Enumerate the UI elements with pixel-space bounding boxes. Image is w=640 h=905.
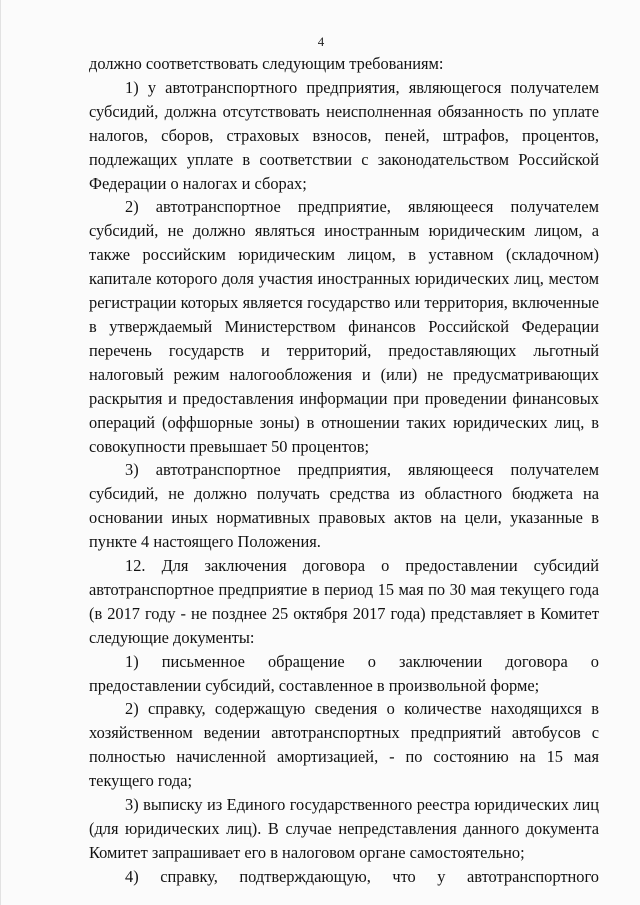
paragraph-continuation: должно соответствовать следующим требованиям: [89, 54, 444, 73]
paragraph-document-2: 2) справку, содержащую сведения о количестве находящихся в хозяйственном ведении автотранспортных предприятий автобусов с полностью начисленной амортизацией, - по состоянию на 15 мая текущего года; [89, 699, 599, 791]
paragraph-document-4: 4) справку, подтверждающую, что у автотранспортного [125, 866, 599, 886]
paragraph-clause-12: 12. Для заключения договора о предоставлении субсидий автотранспортное предприятие в период 15 мая по 30 мая текущего года (в 2017 году - не позднее 25 октября 2017 года) представляет в Комитет следующие документы: [89, 556, 599, 647]
paragraph-requirement-2: 2) автотранспортное предприятие, являющееся получателем субсидий, не должно являться иностранным юридическим лицом, а также российским юридическим лицом, в уставном (складочном) капитале которого доля участия иностранных юридических лиц, местом регистрации которых является государство или территория, включенные в утверждаемый Министерством финансов Российской Федерации перечень государств и территорий, предоставляющих льготный налоговый режим налогообложения и (или) не предусматривающих раскрытия и предоставления информации при проведении финансовых операций (оффшорные зоны) в отношении таких юридических лиц, в совокупности превышает 50 процентов; [89, 197, 599, 456]
paragraph-requirement-1: 1) у автотранспортного предприятия, являющегося получателем субсидий, должна отсутствовать неисполненная обязанность по уплате налогов, сборов, страховых взносов, пеней, штрафов, процентов, подлежащих уплате в соответствии с законодательством Российской Федерации о налогах и сборах; [89, 77, 599, 193]
paragraph-document-3: 3) выписку из Единого государственного реестра юридических лиц (для юридических лиц). В случае непредставления данного документа Комитет запрашивает его в налоговом органе самостоятельно; [89, 795, 599, 862]
document-body [89, 52, 599, 889]
paragraph-requirement-3: 3) автотранспортное предприятия, являющееся получателем субсидий, не должно получать средства из областного бюджета на основании иных нормативных правовых актов на цели, указанные в пункте 4 настоящего Положения. [89, 460, 599, 552]
paragraph-document-1: 1) письменное обращение о заключении договора о предоставлении субсидий, составленное в произвольной форме; [89, 651, 599, 695]
page-number: 4 [317, 34, 325, 49]
